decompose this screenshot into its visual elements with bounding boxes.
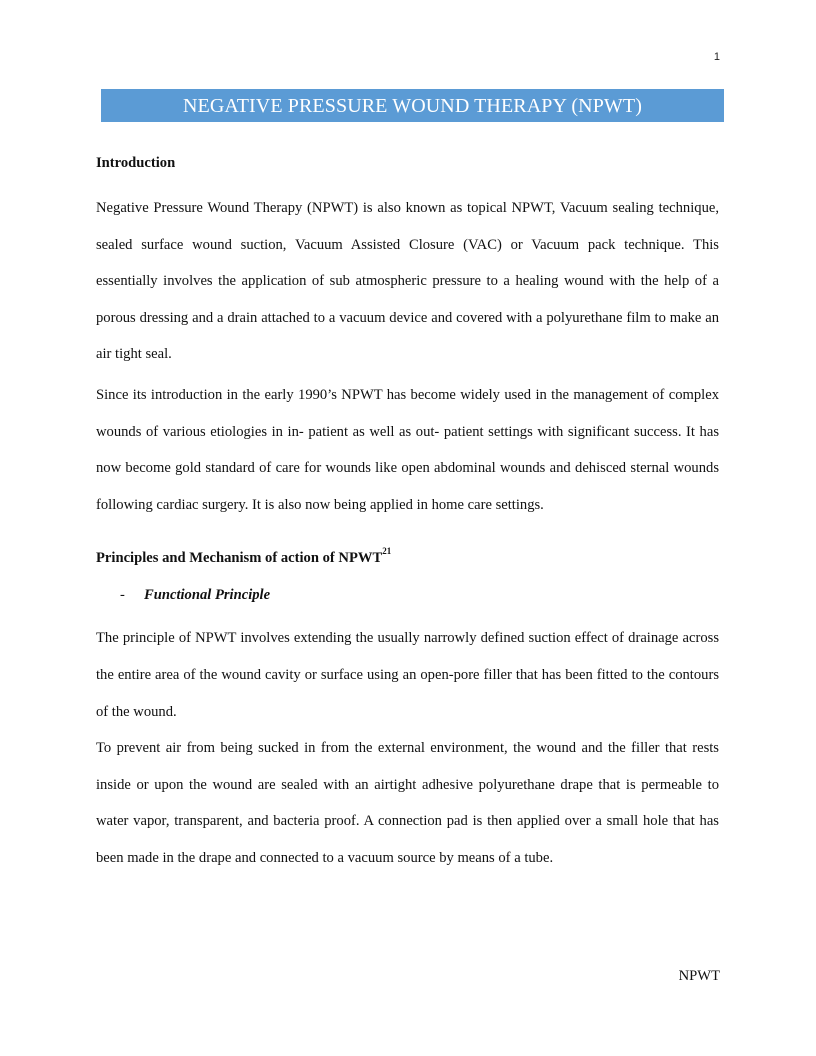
page-number: 1: [713, 51, 720, 63]
introduction-heading: Introduction: [96, 155, 176, 171]
principles-heading-text: Principles and Mechanism of action of NPWT: [96, 550, 383, 567]
principles-paragraph-2: To prevent air from being sucked in from the external environment, the wound and the filler that rests inside or upon the wound are sealed with an airtight adhesive polyurethane drape that is permeable to water vapor, transparent, and bacteria proof. A connection pad is then applied over a small hole that has been made in the drape and connected to a vacuum source by means of a tube.: [96, 740, 719, 866]
introduction-paragraph-2: Since its introduction in the early 1990’s NPWT has become widely used in the management of complex wounds of various etiologies in in- patient as well as out- patient settings with significant success. It has now become gold standard of care for wounds like open abdominal wounds and dehisced sternal wounds following cardiac surgery. It is also now being applied in home care settings.: [96, 386, 719, 513]
reference-superscript: 21: [382, 546, 392, 557]
page-footer: NPWT: [678, 968, 720, 984]
principles-heading: [96, 545, 719, 571]
document-title: NEGATIVE PRESSURE WOUND THERAPY (NPWT): [101, 89, 724, 122]
list-dash: -: [120, 587, 125, 604]
functional-principle-heading: Functional Principle: [144, 587, 271, 604]
functional-principle-item: [96, 582, 719, 608]
document-body: [96, 150, 719, 877]
introduction-paragraph-1: Negative Pressure Wound Therapy (NPWT) is also known as topical NPWT, Vacuum sealing technique, sealed surface wound suction, Vacuum Assisted Closure (VAC) or Vacuum pack technique. This essentially involves the application of sub atmospheric pressure to a healing wound with the help of a porous dressing and a drain attached to a vacuum device and covered with a polyurethane film to make an air tight seal.: [96, 200, 719, 363]
principles-paragraph-1: The principle of NPWT involves extending the usually narrowly defined suction effect of drainage across the entire area of the wound cavity or surface using an open-pore filler that has been fitted to the contours of the wound.: [96, 630, 719, 720]
